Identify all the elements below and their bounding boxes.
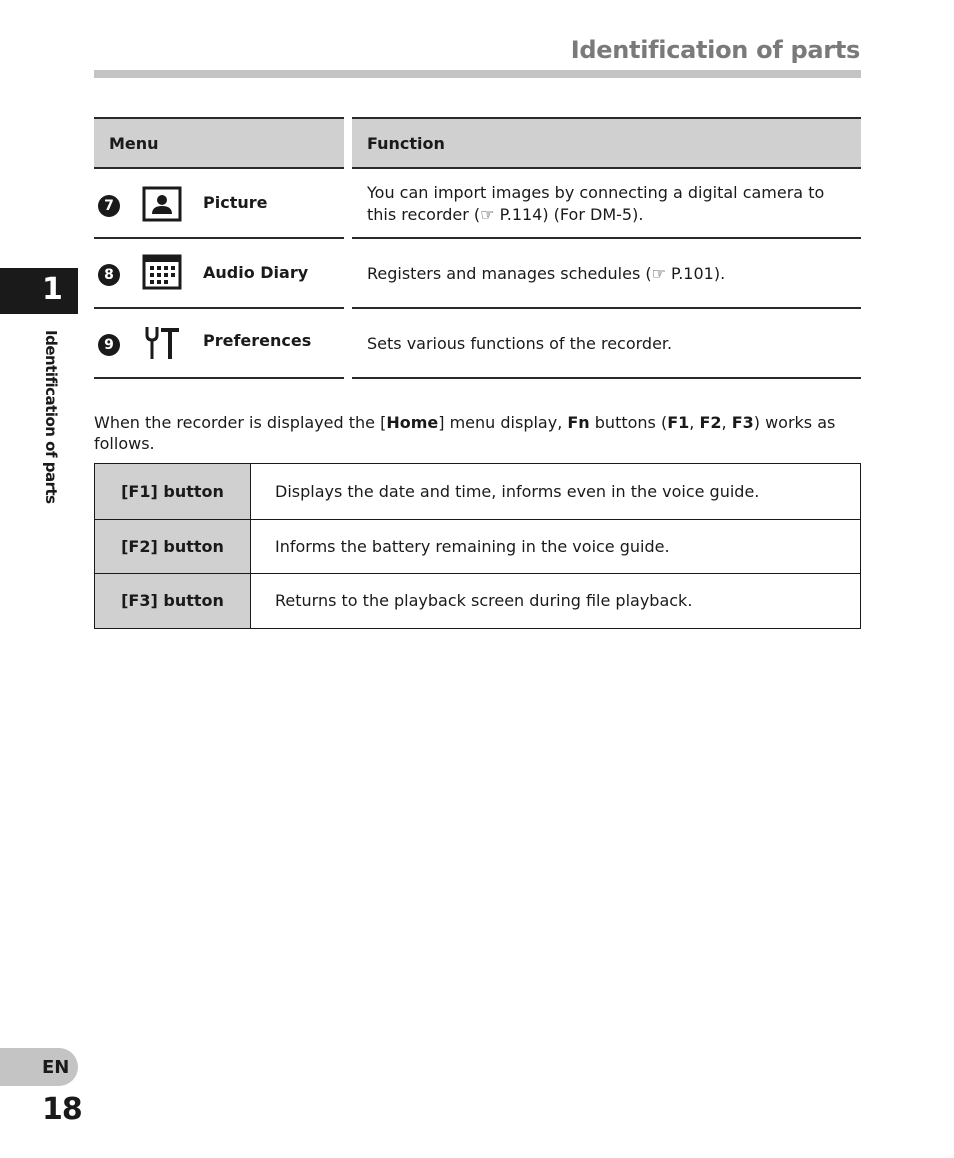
menu-column-header bbox=[94, 117, 344, 169]
title-rule bbox=[94, 70, 861, 78]
function-header-label: Function bbox=[367, 134, 445, 153]
function-description bbox=[367, 333, 847, 355]
table-row bbox=[94, 169, 861, 239]
menu-item-label: Picture bbox=[203, 193, 268, 212]
section-side-text: Identification of parts bbox=[42, 330, 60, 504]
fn-description: Informs the battery remaining in the voice guide. bbox=[275, 536, 670, 556]
section-side-label bbox=[38, 330, 62, 520]
function-column-header bbox=[352, 117, 861, 169]
item-number-badge: 8 bbox=[98, 264, 120, 286]
table-row bbox=[94, 309, 861, 379]
fn-description: Returns to the playback screen during file playback. bbox=[275, 591, 693, 611]
language-label: EN bbox=[42, 1057, 70, 1078]
table-row bbox=[94, 239, 861, 309]
item-number-badge: 7 bbox=[98, 195, 120, 217]
menu-item-label: Audio Diary bbox=[203, 263, 309, 282]
function-line: this recorder (☞ P.114) (For DM-5). bbox=[367, 205, 644, 224]
menu-item-label: Preferences bbox=[203, 331, 312, 350]
function-line: Sets various functions of the recorder. bbox=[367, 334, 673, 353]
chapter-number: 1 bbox=[42, 272, 63, 307]
fn-key-label: [F2] button bbox=[95, 520, 251, 574]
function-line: You can import images by connecting a digital camera to bbox=[367, 183, 825, 202]
function-line: Registers and manages schedules (☞ P.101). bbox=[367, 264, 726, 283]
picture-icon bbox=[142, 186, 182, 222]
fn-description: Displays the date and time, informs even in the voice guide. bbox=[275, 481, 760, 501]
preferences-tools-icon bbox=[142, 324, 182, 360]
fn-buttons-table bbox=[94, 463, 861, 629]
function-description bbox=[367, 182, 847, 226]
table-row bbox=[95, 573, 860, 628]
menu-header-label: Menu bbox=[109, 134, 159, 153]
function-description bbox=[367, 263, 847, 285]
language-tab bbox=[0, 1048, 78, 1086]
page-number: 18 bbox=[42, 1092, 82, 1127]
table-row bbox=[95, 464, 860, 519]
fn-key-label: [F1] button bbox=[95, 464, 251, 519]
item-number-badge: 9 bbox=[98, 334, 120, 356]
fn-key-label: [F3] button bbox=[95, 574, 251, 628]
chapter-tab bbox=[0, 268, 78, 314]
audio-diary-calendar-icon bbox=[142, 254, 182, 290]
table-row bbox=[95, 519, 860, 574]
page-title: Identification of parts bbox=[570, 36, 860, 64]
intro-paragraph: When the recorder is displayed the [Home] menu display, Fn buttons (F1, F2, F3) works as follows. bbox=[94, 413, 836, 453]
